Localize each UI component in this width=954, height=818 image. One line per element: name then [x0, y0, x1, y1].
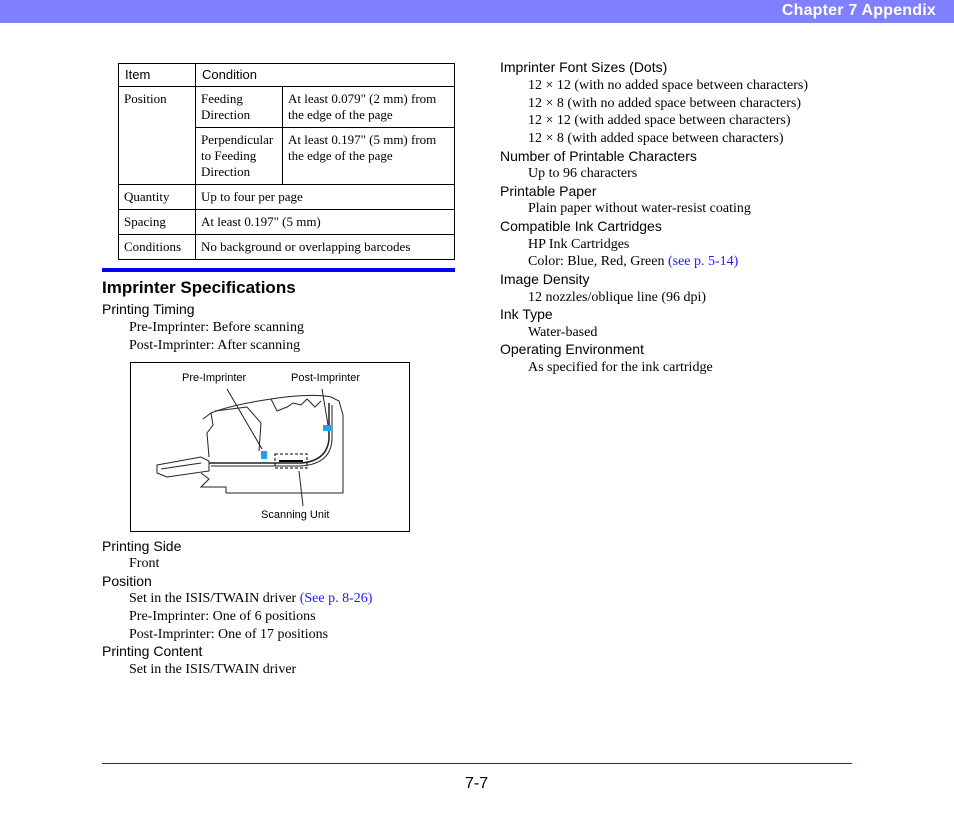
- operating-env-term: Operating Environment: [500, 341, 644, 357]
- paper-path-inner: [211, 405, 332, 466]
- font-size-4: 12 × 8 (with added space between characters): [528, 131, 784, 146]
- chapter-title: Chapter 7 Appendix: [781, 2, 936, 19]
- printing-timing-term: Printing Timing: [102, 301, 195, 317]
- quantity-cell: Quantity: [119, 185, 196, 210]
- printable-chars-desc: Up to 96 characters: [528, 166, 638, 181]
- feeding-direction-cell: Feeding Direction: [196, 87, 283, 128]
- scanner-top-rollers: [271, 399, 321, 411]
- output-tray: [157, 457, 209, 477]
- post-imprinter-label: Post-Imprinter: [291, 372, 361, 384]
- scanning-unit-label: Scanning Unit: [261, 509, 330, 521]
- printing-content-term: Printing Content: [102, 643, 203, 659]
- ink-type-term: Ink Type: [500, 306, 553, 322]
- font-size-1: 12 × 12 (with no added space between characters): [528, 78, 808, 93]
- post-imprinter-head: [323, 425, 331, 431]
- scanner-front-wall: [203, 413, 213, 457]
- ink-cartridges-desc: HP Ink Cartridges: [528, 237, 630, 252]
- footer-rule: [102, 763, 852, 764]
- ink-colors-desc: [528, 253, 738, 270]
- scan-leader-line: [299, 471, 303, 506]
- feeding-condition-cell: At least 0.079" (2 mm) from the edge of the page: [283, 87, 455, 128]
- section-rule: [102, 268, 455, 272]
- header-bar: [0, 0, 954, 23]
- ink-cartridges-term: Compatible Ink Cartridges: [500, 218, 662, 234]
- scanner-illustration: [131, 363, 409, 531]
- scanner-base: [201, 473, 226, 493]
- position-driver-desc: [129, 590, 372, 607]
- spacing-cell: Spacing: [119, 210, 196, 235]
- pre-imprinter-label: Pre-Imprinter: [182, 372, 247, 384]
- header-condition: Condition: [196, 64, 455, 87]
- image-density-term: Image Density: [500, 271, 590, 287]
- table-row: [119, 87, 455, 128]
- scanner-hopper: [215, 407, 261, 451]
- table-row: [119, 185, 455, 210]
- operating-env-desc: As specified for the ink cartridge: [528, 360, 713, 375]
- spacing-value-cell: At least 0.197" (5 mm): [196, 210, 455, 235]
- output-tray-line: [161, 463, 201, 469]
- perpendicular-cell: Perpendicular to Feeding Direction: [196, 128, 283, 185]
- pre-imprinter-head: [261, 451, 267, 459]
- paper-path: [209, 403, 329, 463]
- printing-side-term: Printing Side: [102, 538, 182, 554]
- see-p-8-26-link[interactable]: (See p. 8-26): [299, 591, 373, 606]
- see-p-5-14-link[interactable]: (see p. 5-14): [667, 254, 739, 269]
- font-size-3: 12 × 12 (with added space between characters): [528, 113, 791, 128]
- position-cell: Position: [119, 87, 196, 185]
- barcode-conditions-table: [118, 63, 455, 260]
- printable-paper-term: Printable Paper: [500, 183, 597, 199]
- table-row: [119, 235, 455, 260]
- page-number: 7-7: [465, 775, 489, 792]
- conditions-cell: Conditions: [119, 235, 196, 260]
- printing-side-desc: Front: [129, 556, 160, 571]
- position-pre-desc: Pre-Imprinter: One of 6 positions: [129, 609, 316, 624]
- post-leader-line: [322, 389, 328, 425]
- imprinter-figure: [130, 362, 410, 532]
- section-title: Imprinter Specifications: [102, 278, 296, 297]
- quantity-value-cell: Up to four per page: [196, 185, 455, 210]
- position-term: Position: [102, 573, 152, 589]
- post-timing-desc: Post-Imprinter: After scanning: [129, 338, 301, 353]
- conditions-value-cell: No background or overlapping barcodes: [196, 235, 455, 260]
- pre-timing-desc: Pre-Imprinter: Before scanning: [129, 320, 304, 335]
- table-row: [119, 210, 455, 235]
- printable-chars-term: Number of Printable Characters: [500, 148, 697, 164]
- font-sizes-term: Imprinter Font Sizes (Dots): [500, 59, 668, 75]
- position-post-desc: Post-Imprinter: One of 17 positions: [129, 627, 329, 642]
- font-size-2: 12 × 8 (with no added space between characters): [528, 96, 801, 111]
- image-density-desc: 12 nozzles/oblique line (96 dpi): [528, 290, 707, 305]
- table-header-row: [119, 64, 455, 87]
- header-item: Item: [119, 64, 196, 87]
- ink-colors-text: Color: Blue, Red, Green: [528, 254, 668, 269]
- printable-paper-desc: Plain paper without water-resist coating: [528, 201, 751, 216]
- pre-leader-line: [227, 389, 262, 449]
- position-driver-text: Set in the ISIS/TWAIN driver: [129, 591, 300, 606]
- ink-type-desc: Water-based: [528, 325, 598, 340]
- printing-content-desc: Set in the ISIS/TWAIN driver: [129, 662, 297, 677]
- perpendicular-condition-cell: At least 0.197" (5 mm) from the edge of the page: [283, 128, 455, 185]
